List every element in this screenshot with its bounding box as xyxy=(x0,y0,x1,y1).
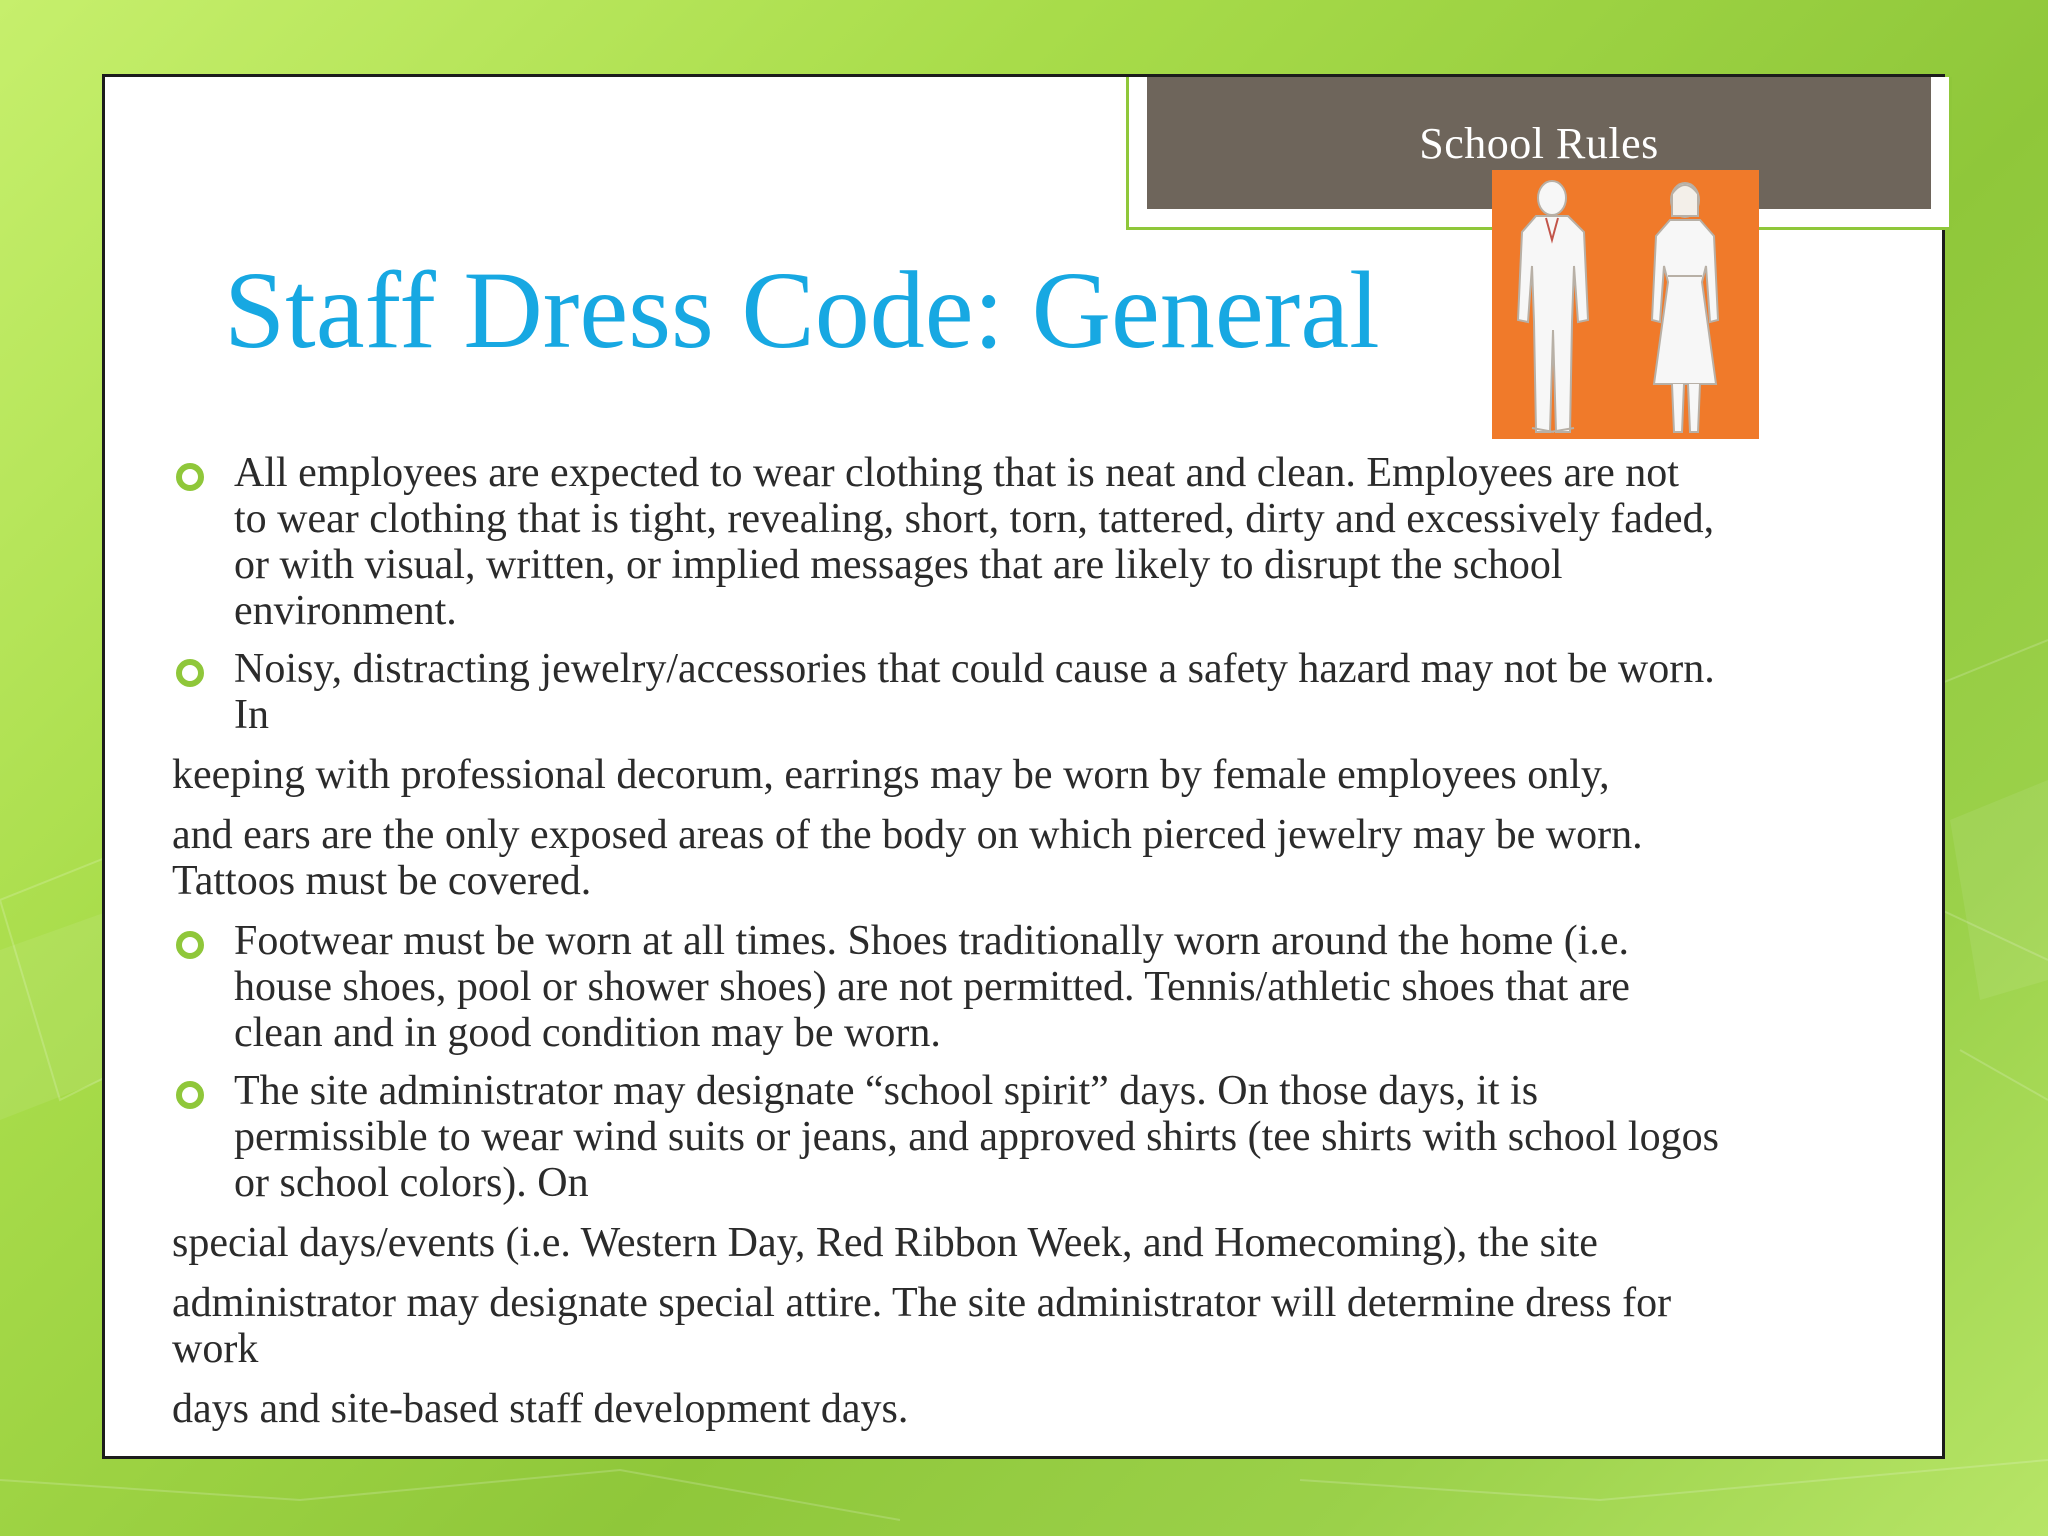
bullet-item xyxy=(172,450,1902,634)
bullet-circle-icon xyxy=(176,931,204,959)
dress-code-illustration xyxy=(1492,170,1759,439)
bullet-line: The site administrator may designate “school spirit” days. On those days, it is xyxy=(234,1068,1539,1114)
bullet-line: All employees are expected to wear clothing that is neat and clean. Employees are not xyxy=(234,450,1679,496)
paragraph: keeping with professional decorum, earrings may be worn by female employees only, xyxy=(172,752,1610,798)
paragraph-line: administrator may designate special attire. The site administrator will determine dress for xyxy=(172,1280,1672,1326)
bullet-circle-icon xyxy=(176,659,204,687)
bullet-circle-icon xyxy=(176,463,204,491)
bullet-item xyxy=(172,918,1902,1056)
paragraph-line: Tattoos must be covered. xyxy=(172,858,592,904)
paragraph-line: and ears are the only exposed areas of the body on which pierced jewelry may be worn. xyxy=(172,812,1643,858)
bullet-line: In xyxy=(234,692,269,738)
bullet-item xyxy=(172,646,1902,738)
bullet-circle-icon xyxy=(176,1081,204,1109)
bullet-line: clean and in good condition may be worn. xyxy=(234,1010,941,1056)
bullet-line: Footwear must be worn at all times. Shoes traditionally worn around the home (i.e. xyxy=(234,918,1630,964)
paragraph xyxy=(172,812,1902,904)
figures-image xyxy=(1492,170,1759,439)
bullet-item xyxy=(172,1068,1902,1206)
bullet-line: or school colors). On xyxy=(234,1160,589,1206)
bullet-line: Noisy, distracting jewelry/accessories that could cause a safety hazard may not be worn. xyxy=(234,646,1715,692)
body-content xyxy=(172,450,1902,1432)
paragraph xyxy=(172,1280,1902,1372)
bullet-line: house shoes, pool or shower shoes) are not permitted. Tennis/athletic shoes that are xyxy=(234,964,1630,1010)
header-label: School Rules xyxy=(1419,118,1659,168)
bullet-line: environment. xyxy=(234,588,457,634)
bullet-line: or with visual, written, or implied messages that are likely to disrupt the school xyxy=(234,542,1563,588)
bullet-line: to wear clothing that is tight, revealing, short, torn, tattered, dirty and excessively faded, xyxy=(234,496,1715,542)
paragraph: days and site-based staff development days. xyxy=(172,1386,909,1432)
paragraph: special days/events (i.e. Western Day, Red Ribbon Week, and Homecoming), the site xyxy=(172,1220,1598,1266)
bullet-line: permissible to wear wind suits or jeans, and approved shirts (tee shirts with school logos xyxy=(234,1114,1719,1160)
slide-title: Staff Dress Code: General xyxy=(224,249,1380,371)
paragraph-line: work xyxy=(172,1326,259,1372)
